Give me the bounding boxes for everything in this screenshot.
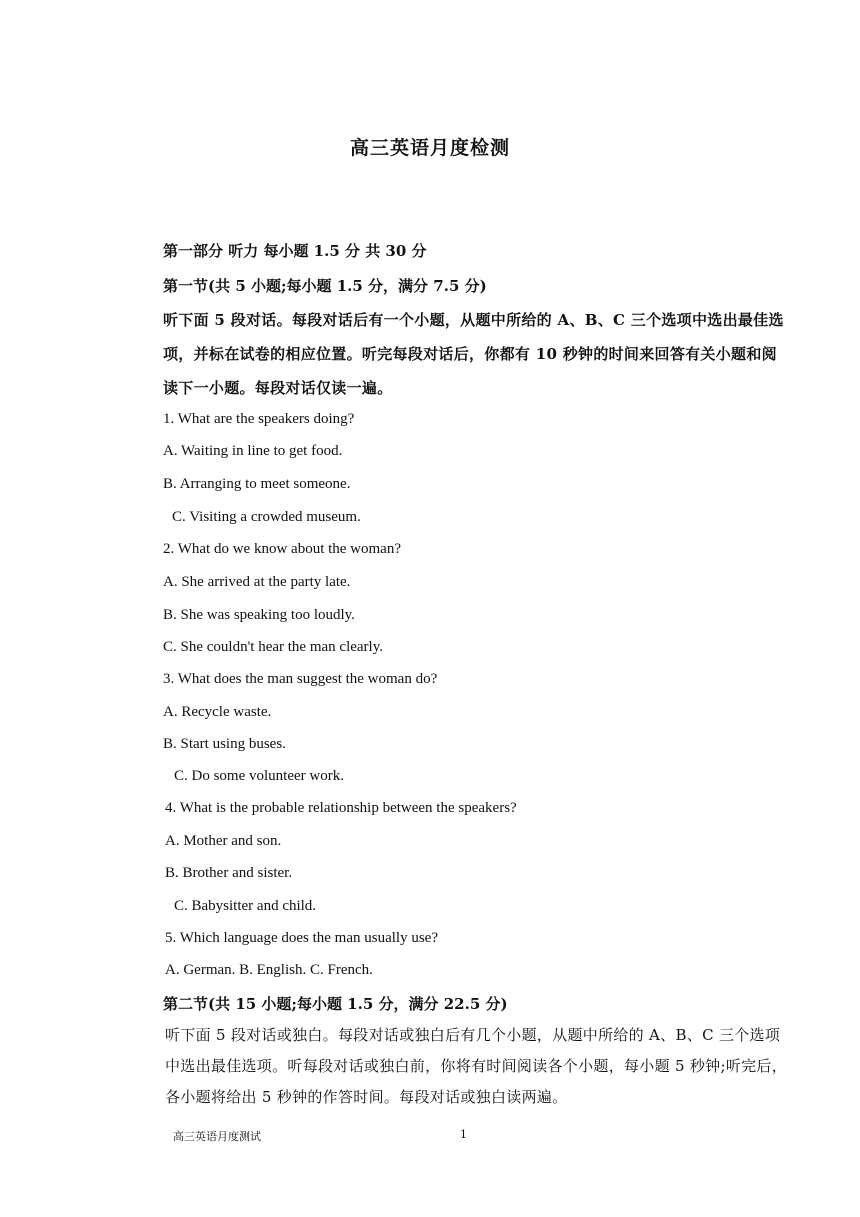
option-a: A. She arrived at the party late. — [163, 574, 351, 590]
question-text: 5. Which language does the man usually use? — [165, 930, 438, 946]
option-c: C. Do some volunteer work. — [174, 768, 344, 784]
option-c: C. Visiting a crowded museum. — [172, 509, 361, 525]
option-b: B. She was speaking too loudly. — [163, 607, 355, 623]
section2-heading: 第二节(共 15 小题;每小题 1.5 分，满分 22.5 分) — [163, 995, 508, 1013]
footer-label: 高三英语月度测试 — [173, 1130, 261, 1143]
option-b: B. Brother and sister. — [165, 865, 293, 881]
section2-instruction-line: 听下面 5 段对话或独白。每段对话或独白后有几个小题，从题中所给的 A、B、C 三个选项 — [165, 1026, 781, 1044]
option-a: A. Recycle waste. — [163, 704, 272, 720]
option-a: A. Mother and son. — [165, 833, 282, 849]
page-title: 高三英语月度检测 — [349, 137, 510, 159]
question-text: 2. What do we know about the woman? — [163, 541, 402, 557]
section1-heading: 第一节(共 5 小题;每小题 1.5 分，满分 7.5 分) — [163, 277, 487, 295]
section2-instruction-line: 中选出最佳选项。听每段对话或独白前，你将有时间阅读各个小题，每小题 5 秒钟;听完后， — [165, 1057, 788, 1075]
options-inline: A. German. B. English. C. French. — [165, 962, 373, 978]
page-number: 1 — [460, 1128, 467, 1141]
option-c: C. She couldn't hear the man clearly. — [163, 639, 383, 655]
option-b: B. Arranging to meet someone. — [163, 476, 351, 492]
question-text: 4. What is the probable relationship between the speakers? — [165, 800, 517, 816]
option-b: B. Start using buses. — [163, 736, 286, 752]
section1-instruction-line: 听下面 5 段对话。每段对话后有一个小题，从题中所给的 A、B、C 三个选项中选出最佳选 — [163, 311, 784, 329]
section1-instruction-line: 项，并标在试卷的相应位置。听完每段对话后，你都有 10 秒钟的时间来回答有关小题和阅 — [163, 345, 777, 363]
option-c: C. Babysitter and child. — [174, 898, 317, 914]
section1-instruction-line: 读下一小题。每段对话仅读一遍。 — [163, 379, 393, 397]
option-a: A. Waiting in line to get food. — [163, 443, 343, 459]
question-text: 1. What are the speakers doing? — [163, 411, 355, 427]
question-text: 3. What does the man suggest the woman do? — [163, 671, 438, 687]
section2-instruction-line: 各小题将给出 5 秒钟的作答时间。每段对话或独白读两遍。 — [165, 1088, 568, 1106]
part-heading: 第一部分 听力 每小题 1.5 分 共 30 分 — [163, 242, 427, 260]
